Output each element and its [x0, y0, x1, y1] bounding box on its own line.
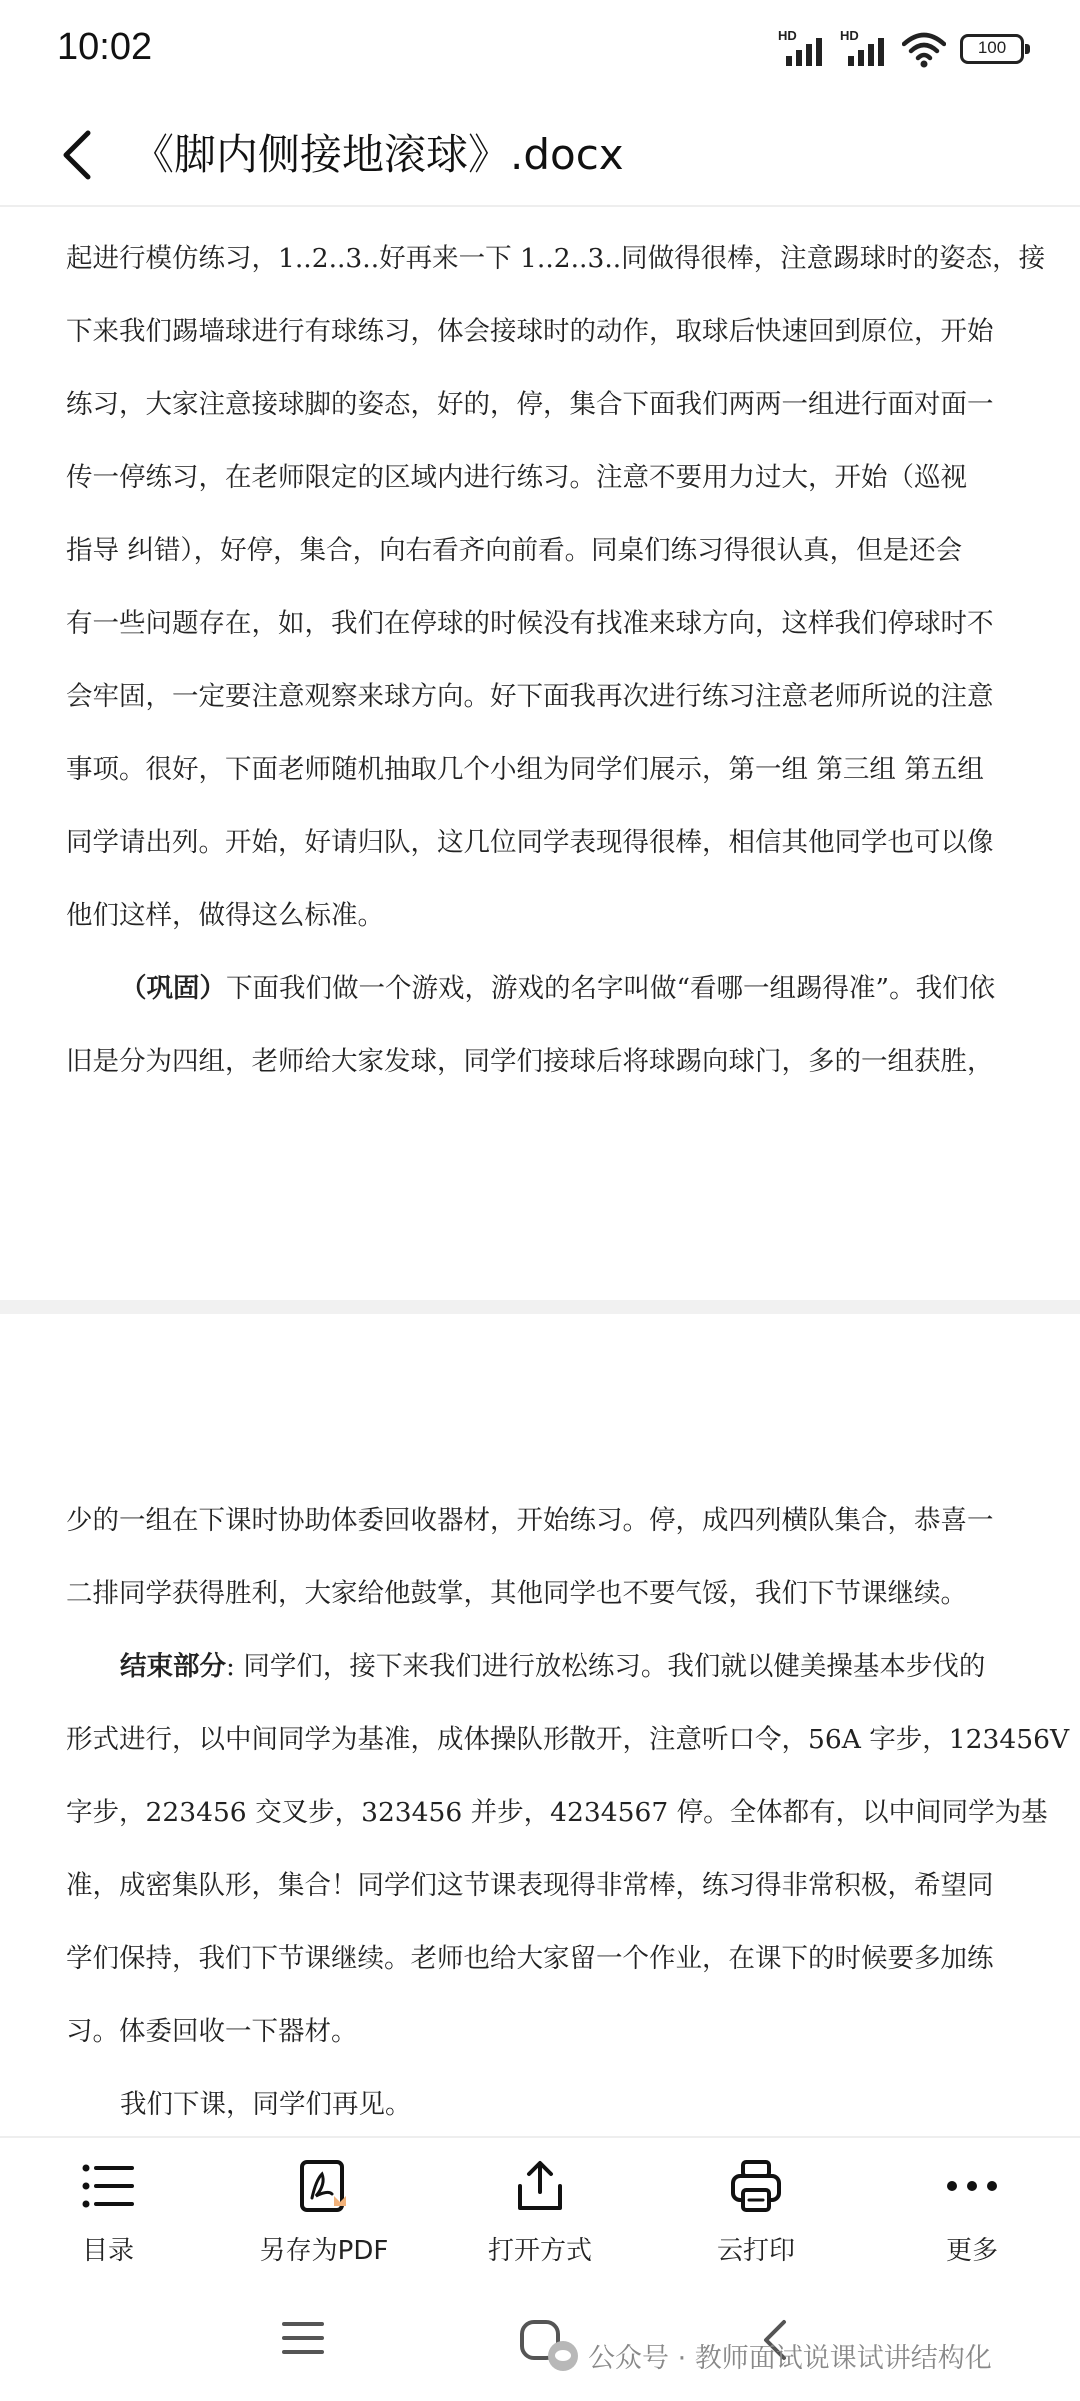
document-line: 旧是分为四组，老师给大家发球，同学们接球后将球踢向球门，多的一组获胜，: [66, 1046, 994, 1077]
toc-label: 目录: [81, 2236, 134, 2266]
document-line: 传一停练习，在老师限定的区域内进行练习。注意不要用力过大，开始（巡视: [66, 462, 967, 493]
document-line: 起进行模仿练习，1..2..3..好再来一下 1..2..3..同做得很棒，注意踢球时的姿态，接: [66, 243, 1046, 274]
toc-button[interactable]: [8, 2138, 208, 2278]
save-as-pdf-button[interactable]: [224, 2138, 424, 2278]
signal-icon: [778, 28, 826, 68]
back-icon[interactable]: [48, 123, 112, 187]
paragraph-consolidate: [66, 952, 1026, 1025]
menu-nav-icon[interactable]: [280, 2318, 326, 2358]
share-icon: [510, 2156, 570, 2216]
document-line: 事项。很好，下面老师随机抽取几个小组为同学们展示，第一组 第三组 第五组: [66, 754, 984, 785]
watermark-text: 公众号 · 教师面试说课试讲结构化: [588, 2343, 992, 2374]
signal-hd-label: HD: [840, 28, 859, 43]
pdf-icon: [294, 2156, 354, 2216]
printer-icon: [726, 2156, 786, 2216]
title-bar: [0, 105, 1080, 205]
closing-line: 我们下课，同学们再见。: [120, 2089, 412, 2120]
document-line: 练习，大家注意接球脚的姿态，好的，停，集合下面我们两两一组进行面对面一: [66, 389, 994, 420]
document-line: 下来我们踢墙球进行有球练习，体会接球时的动作，取球后快速回到原位，开始: [66, 316, 994, 347]
document-title: 《脚内侧接地滚球》.docx: [132, 130, 624, 179]
paragraph-ending: [66, 1484, 1070, 2141]
battery-icon: [960, 34, 1024, 64]
paragraph-practice: [66, 222, 1046, 1098]
wechat-icon: [548, 2341, 578, 2371]
document-line: 形式进行，以中间同学为基准，成体操队形散开，注意听口令，56A 字步，123456V: [66, 1724, 1070, 1755]
battery-level: 100: [977, 38, 1007, 57]
ending-text: : 同学们，接下来我们进行放松练习。我们就以健美操基本步伐的: [226, 1651, 986, 1682]
signal-icon: [840, 28, 888, 68]
open-with-button[interactable]: [440, 2138, 640, 2278]
status-icons: [778, 28, 1024, 68]
cloud-print-label: 云打印: [716, 2236, 795, 2266]
document-line: 同学请出列。开始，好请归队，这几位同学表现得很棒，相信其他同学也可以像: [66, 827, 994, 858]
save-as-pdf-label: 另存为PDF: [259, 2236, 389, 2266]
document-line: 少的一组在下课时协助体委回收器材，开始练习。停，成四列横队集合，恭喜一: [66, 1505, 994, 1536]
document-line: 指导 纠错），好停，集合，向右看齐向前看。同桌们练习得很认真，但是还会: [66, 535, 963, 566]
document-line: 字步，223456 交叉步，323456 并步，4234567 停。全体都有，以中间同学为基: [66, 1797, 1048, 1828]
document-line: 习。体委回收一下器材。: [66, 2016, 358, 2047]
header-divider: [0, 205, 1080, 207]
list-icon: [78, 2156, 138, 2216]
document-line: 会牢固，一定要注意观察来球方向。好下面我再次进行练习注意老师所说的注意: [66, 681, 994, 712]
consolidate-heading: （巩固）: [120, 973, 226, 1004]
wifi-icon: [902, 32, 946, 68]
ending-first-line: [66, 1630, 1026, 1703]
page-break: [0, 1300, 1080, 1314]
status-bar: [0, 0, 1080, 100]
status-time: 10:02: [57, 26, 153, 68]
more-icon: [942, 2156, 1002, 2216]
more-button[interactable]: [872, 2138, 1072, 2278]
document-line: 准，成密集队形，集合！同学们这节课表现得非常棒，练习得非常积极，希望同: [66, 1870, 994, 1901]
document-line: 学们保持，我们下节课继续。老师也给大家留一个作业，在课下的时候要多加练: [66, 1943, 994, 1974]
ending-heading: 结束部分: [120, 1651, 226, 1682]
bottom-toolbar: [0, 2138, 1080, 2278]
more-label: 更多: [945, 2236, 998, 2266]
document-line: 他们这样，做得这么标准。: [66, 900, 384, 931]
signal-hd-label: HD: [778, 28, 797, 43]
watermark: [548, 2336, 992, 2375]
open-with-label: 打开方式: [487, 2236, 592, 2266]
document-line: 有一些问题存在，如，我们在停球的时候没有找准来球方向，这样我们停球时不: [66, 608, 994, 639]
document-line: 二排同学获得胜利，大家给他鼓掌，其他同学也不要气馁，我们下节课继续。: [66, 1578, 967, 1609]
cloud-print-button[interactable]: [656, 2138, 856, 2278]
consolidate-text: 下面我们做一个游戏，游戏的名字叫做“看哪一组踢得准”。我们依: [226, 973, 996, 1004]
